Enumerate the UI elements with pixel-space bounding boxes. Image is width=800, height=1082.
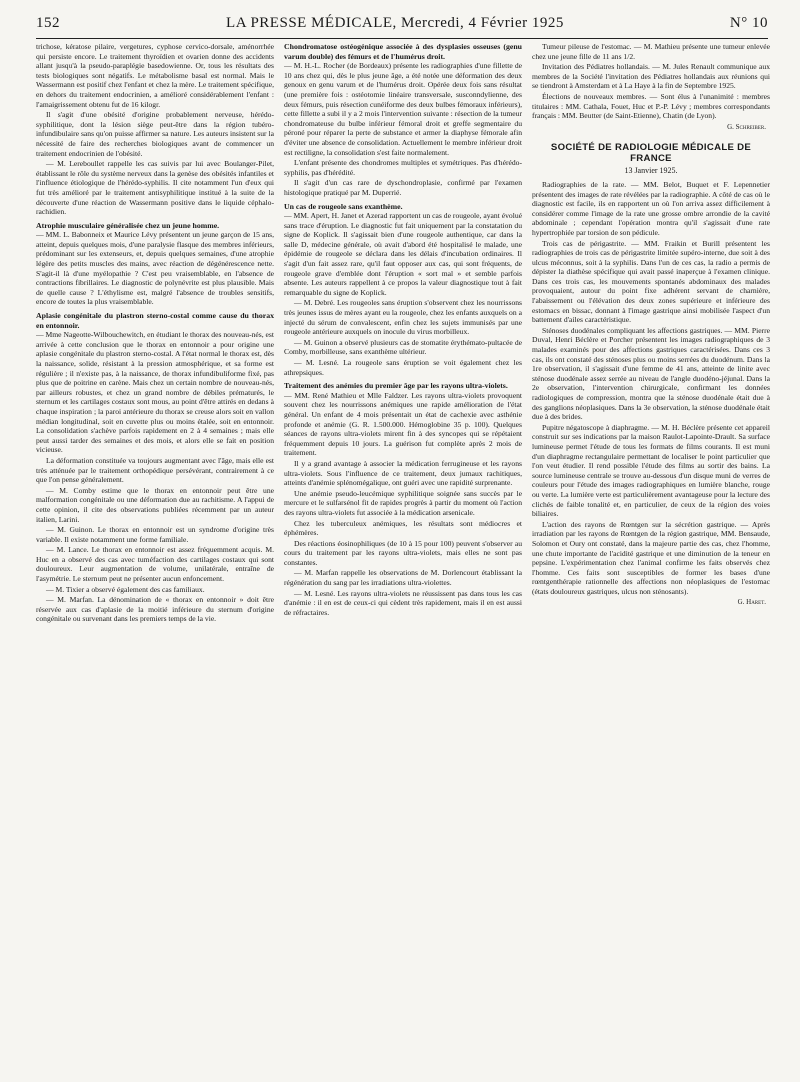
paragraph: La déformation constituée va toujours augmentant avec l'âge, mais elle est très atténuée par le traitement orthopédique persévérant, contrairement à ce que l'on pense généralement.: [36, 455, 274, 485]
session-date: 13 Janvier 1925.: [624, 166, 678, 176]
article-aplasie: [36, 311, 274, 624]
paragraph: — M. Lance. Le thorax en entonnoir est assez fréquemment acquis. M. Huc en a observé des cas avec tuméfaction des cartilages costaux qui sont douloureux. Leur augmentation de volume, unilatérale, entraîne de l'asymétrie. Le sternum peut ne présenter aucun enfoncement.: [36, 545, 274, 584]
paragraph-perigastrite: Trois cas de périgastrite. — MM. Fraikin et Burill présentent les radiographies de trois cas de périgastrite limitée supéro-interne, due soit à des ulcus méconnus, soit à la syphilis. Dans l'un de ces cas, la radio a permis de dépister la diathèse spécifique qui avait passé inaperçue à l'examen clinique. Dans ces trois cas, les mouvements spontanés abdominaux des malades provoquaient, autour du point fixe adhérent servant de charnière, l'abaissement ou l'élévation des deux zones supérieure et inférieure des estomacs en bissac, donnant à l'image gastrique ainsi mobilisée l'aspect d'un battement d'ailes caractéristique.: [532, 238, 770, 325]
paragraph-stenoses: Sténoses duodénales compliquant les affections gastriques. — MM. Pierre Duval, Henri Béclère et Porcher présentent les images radiographiques de 3 malades examinés pour des affections gastriques caractérisées. Dans ces 3 cas, ils ont constaté des sténoses plus ou moins serrées du duodénum. Dans la 1re observation, il s'agissait d'une femme de 41 ans, atteinte de linite avec sténose duodénale assez serrée au niveau de l'angle duodéno-jéjunal. Dans la 2e observation, l'intervention chirurgicale, confirmant les données radiologiques de compression, montra que la sténose duodénale était due à des ganglions néoplasiques. Dans la 3e observation, la sténose duodénale était due à des brides.: [532, 325, 770, 422]
page-number: 152: [36, 14, 60, 31]
article-title: Chondromatose ostéogénique associée à des dysplasies osseuses (genu varum double) des fémurs et de l'humérus droit.: [284, 42, 522, 61]
article-anemies: [284, 381, 522, 617]
paragraph: — M. Lereboullet rappelle les cas suivis par lui avec Boulanger-Pilet, établissant le rôle du système nerveux dans la genèse des obésités infantiles et l'influence étiologique de l'hérédo-syphilis. Il cite notamment l'un d'eux qui fut très amélioré par le traitement antisyphilitique institué à la suite de la découverte d'une réaction de Wassermann positive dans le liquide céphalo-rachidien.: [36, 159, 274, 217]
paragraph: Il s'agit d'une obésité d'origine probablement nerveuse, hérédo-syphilitique, dont la lésion siège peut-être dans la région tubéro-infundibulaire sans qu'on puisse affirmer sa nature. Les auteurs insistent sur la nécessité de faire des recherches biologiques avant de commencer un traitement endocrinien de l'obésité.: [36, 110, 274, 158]
paragraph: Il s'agit d'un cas rare de dyschondroplasie, confirmé par l'examen histologique pratiqué par M. Duperrié.: [284, 178, 522, 197]
paragraph: L'enfant présente des chondromes multiples et symétriques. Pas d'hérédo-syphilis, pas d'hérédité.: [284, 158, 522, 177]
paragraph: — M. Guinon a observé plusieurs cas de stomatite érythémato-pultacée de Comby, morbilleuse, sans exanthème ultérieur.: [284, 337, 522, 357]
paragraph: Chez les tuberculeux anémiques, les résultats sont médiocres et éphémères.: [284, 518, 522, 538]
column-3: [532, 42, 770, 1072]
paragraph: Des réactions éosinophiliques (de 10 à 15 pour 100) peuvent s'observer au cours du traitement par les rayons ultra-violets, mais elles ne sont pas constantes.: [284, 538, 522, 567]
article-chondromatose: [284, 42, 522, 198]
paragraph: — M. Comby estime que le thorax en entonnoir peut être une malformation congénitale ou une déformation due au rachitisme. A l'appui de cette opinion, il cite des observations publiées récemment par un auteur italien, Larini.: [36, 485, 274, 524]
signature: G. Schreiber.: [727, 122, 766, 131]
paragraph: — M. Lesné. La rougeole sans éruption se voit également chez les athrepsiques.: [284, 358, 522, 377]
paragraph: — M. Guinon. Le thorax en entonnoir est un syndrome d'origine très variable. Il existe notamment une forme familiale.: [36, 525, 274, 544]
society-title: SOCIÉTÉ DE RADIOLOGIE MÉDICALE DE FRANCE: [550, 142, 752, 165]
paragraph: Une anémie pseudo-leucémique syphilitique soignée sans succès par le mercure et le sulfarsénol fit de rapides progrès à partir du moment où l'action des rayons ultra-violets fut associée à la médication arsenicale.: [284, 488, 522, 517]
signature: G. Haret.: [737, 598, 766, 607]
paragraph-invitation: Invitation des Pédiatres hollandais. — M. Jules Renault communique aux membres de la Société l'invitation des Pédiatres hollandais aux réunions qui se tiendront à Amsterdam et à La Haye à la fin de Septembre 1925.: [532, 62, 770, 91]
article-title: Un cas de rougeole sans exanthème.: [284, 201, 403, 211]
article-title: Traitement des anémies du premier âge par les rayons ultra-violets.: [284, 381, 508, 391]
article-columns: [36, 42, 772, 1072]
paragraph: — MM. L. Babonneix et Maurice Lévy présentent un jeune garçon de 15 ans, atteint, depuis quelques mois, d'une paralysie flasque des membres inférieurs, prédominant sur les extenseurs, et, depuis quelques semaines, d'une atrophie légère des petits muscles des mains, avec réaction de dégénérescence nette. S'agit-il là d'une myélopathie ? C'est peu vraisemblable, en l'absence de contractions fibrillaires. Le diagnostic de polynévrite est plus plausible. Mais de quelle cause ? L'éthylisme est, malgré l'absence de troubles sensitifs, encore de toutes la plus vraisemblable.: [36, 230, 274, 307]
page-header: [36, 8, 768, 39]
article-title: Aplasie congénitale du plastron sterno-costal comme cause du thorax en entonnoir.: [36, 311, 274, 330]
paragraph: — M. Tixier a observé également des cas familiaux.: [46, 584, 205, 594]
article-title: Atrophie musculaire généralisée chez un jeune homme.: [36, 220, 220, 230]
paragraph-elections: Élections de nouveaux membres. — Sont élus à l'unanimité : membres titulaires : MM. Cathala, Fouet, Huc et P.-P. Lévy ; membres correspondants français : MM. Beutter (de Saint-Etienne), Chatin (de Lyon).: [532, 91, 770, 121]
issue-number: N° 10: [729, 14, 768, 31]
column-1: [36, 42, 274, 1072]
paragraph: — M. Lesné. Les rayons ultra-violets ne réussissent pas dans tous les cas d'anémie : il en est de ceux-ci qui cèdent très rapidement, mais il en est aussi de réfractaires.: [284, 588, 522, 617]
paragraph: — M. Marfan rappelle les observations de M. Dorlencourt établissant la régénération du sang par les irradiations ultra-violettes.: [284, 568, 522, 588]
paragraph-rate: Radiographies de la rate. — MM. Belot, Buquet et F. Lepennetier présentent des images de rate révélées par la radiographie. A côté de cas où le diagnostic est facile, ils en rapportent un où l'on arriva assez difficilement à considérer comme l'image de la rate une grosse ombre arrondie de la cavité abdominale ; cependant l'opération montra qu'il s'agissait d'une rate hypertrophiée par torsion de son pédicule.: [532, 179, 770, 237]
paragraph: — Mme Nageotte-Wilbouchewitch, en étudiant le thorax des nouveau-nés, est arrivée à cette conclusion que le thorax en entonnoir a pour origine une aplasie congénitale du plastron sterno-costal. A l'état normal le thorax est, dès la naissance, solide, résistant à la pression atmosphérique, et sa forme est régulière ; il n'existe pas, à la naissance, de thorax infundibuliforme fixé, pas plus que de poitrine en carène. Mais chez un certain nombre de nouveau-nés, par ailleurs robustes, et chez un grand nombre de débiles prématurés, le sternum et les cartilages costaux sont mous, au point d'être attirés en dedans à chaque inspiration ; la paroi antérieure du thorax se creuse alors soit en vallon médian longitudinal, soit en cuvette plus ou moins étalée, soit en entonnoir. La consolidation s'achève parfois rapidement en 2 à 4 semaines ; mais elle peut aussi tarder des semaines et des mois, et alors elle se fait en position vicieuse.: [36, 330, 274, 455]
paragraph: trichose, kératose pilaire, vergetures, cyphose cervico-dorsale, aménorrhée qui persiste encore. Le traitement thyroïdien et ovarien donne des accidents allant jusqu'à la pseudo-paraplégie basedowienne. Or, tous les résultats des tests biologiques sont négatifs. Le métabolisme basal est normal. Mais le Wassermann est positif chez l'enfant et chez la mère. Le traitement spécifique, en dehors du traitement endocrinien, a amélioré considérablement l'enfant : l'amaigrissement obtenu fut de 16 kilogr.: [36, 42, 274, 109]
article-atrophie: [36, 221, 274, 307]
paragraph-action: L'action des rayons de Rœntgen sur la sécrétion gastrique. — Après irradiation par les rayons de Rœntgen de la région gastrique, MM. Bensaude, Solomon et Oury ont constaté, dans la majeure partie des cas, chez l'homme, une chute importante de l'acidité gastrique et une diminution de la teneur en pepsine. L'expérimentation chez l'animal confirme les faits observés chez l'homme. Ces faits sont susceptibles de former les bases d'une rœntgenthérapie rationnelle des affections non néoplasiques de l'estomac (états douloureux gastriques, ulcus non sténosants).: [532, 519, 770, 596]
paragraph: Il y a grand avantage à associer la médication ferrugineuse et les rayons ultra-violets. Sous l'influence de ce traitement, deux jumaux rachitiques, atteints d'anémie splénomégalique, ont guéri avec une rapidité surprenante.: [284, 458, 522, 488]
paragraph: — MM. Apert, H. Janet et Azerad rapportent un cas de rougeole, ayant évolué sans trace d'éruption. Le diagnostic fut fait uniquement par la constatation du signe de Koplick. Il s'agissait bien d'une rougeole authentique, car dans la salle D, médecine générale, où avait d'abord été hospitalisé le malade, une épidémie de rougeole se déclara dans les délais d'incubation ordinaires. Il s'agit d'un fait assez rare, qu'il faut opposer aux cas, qui sont fréquents, de rougeole grave d'emblée dont l'éruption « sort mal » et semble parfois absente. Les auteurs rappellent à ce propos la valeur diagnostique tout à fait remarquable du signe de Koplick.: [284, 211, 522, 297]
paragraph: — M. H.-L. Rocher (de Bordeaux) présente les radiographies d'une fillette de 10 ans chez qui, dès le plus jeune âge, a été notée une déformation des deux genoux en genu varum et de l'humérus droit. Opérée deux fois sans résultat (une première fois : ostéotomie linéaire transversale, susconndylienne, des deux fémurs, puis résection cunéiforme des deux bulbes fémoraux inférieurs), cette fillette a subi il y a 2 mois l'intervention suivante : résection de la tumeur chondromateuse du bulbe inférieur fémoral droit et greffe segmentaire du péroné pour réparer la perte de substance et armer la diaphyse fémorale afin d'éviter une absence de consolidation. Actuellement le membre inférieur droit est rectiligne, la consolidation s'est faite normalement.: [284, 61, 522, 157]
paragraph: — MM. René Mathieu et Mlle Faldzer. Les rayons ultra-violets provoquent souvent chez les nourrissons anémiques une rapide amélioration de l'état général. Un enfant de 4 mois présentait un état de cachexie avec asthénie profonde et anémie (G. R. 1.500.000. Hémoglobine 35 p. 100). Quelques séances de rayons ultra-violets mirent fin à des syncopes qui se répétaient fréquemment depuis 10 jours. La guérison fut complète après 2 mois de traitement.: [284, 390, 522, 458]
column-2: [284, 42, 522, 1072]
paragraph-tumeur: Tumeur pileuse de l'estomac. — M. Mathieu présente une tumeur enlevée chez une jeune fille de 11 ans 1/2.: [532, 42, 770, 61]
paragraph: — M. Marfan. La dénomination de « thorax en entonnoir » doit être réservée aux cas d'aplasie de la moitié inférieure du sternum d'origine congénitale ou survenant dans les premiers temps de la vie.: [36, 595, 274, 624]
paragraph: — M. Debré. Les rougeoles sans éruption s'observent chez les nourrissons très jeunes issus de mères ayant eu la rougeole, chez les enfants auxquels on a injecté du sérum de convalescent, enfin chez les sujets immunisés par une rougeole antérieure auxquels on inocule du virus morbilleux.: [284, 298, 522, 337]
paragraph-pupitre: Pupitre négatoscope à diaphragme. — M. H. Béclère présente cet appareil construit sur ses indications par la maison Raulot-Lapointe-Drault. Sa surface lumineuse permet l'étude de tous les formats de films courants. Il est muni d'un diaphragme rectangulaire permettant de localiser le point particulier que l'on veut étudier. Il rend possible l'étude des films au sortir des bains. La source lumineuse centrale se trouve au-dessous d'un disque muni de verres de couleurs pour l'étude des images radiographiques en lumière blanche, rouge ou verte. La lumière verte est particulièrement avantageuse pour la lecture des clichés de faible tonalité et, en particulier, de ceux de la région des voies biliaires.: [532, 422, 770, 519]
journal-title: LA PRESSE MÉDICALE, Mercredi, 4 Février 1925: [226, 14, 564, 31]
article-rougeole: [284, 202, 522, 378]
